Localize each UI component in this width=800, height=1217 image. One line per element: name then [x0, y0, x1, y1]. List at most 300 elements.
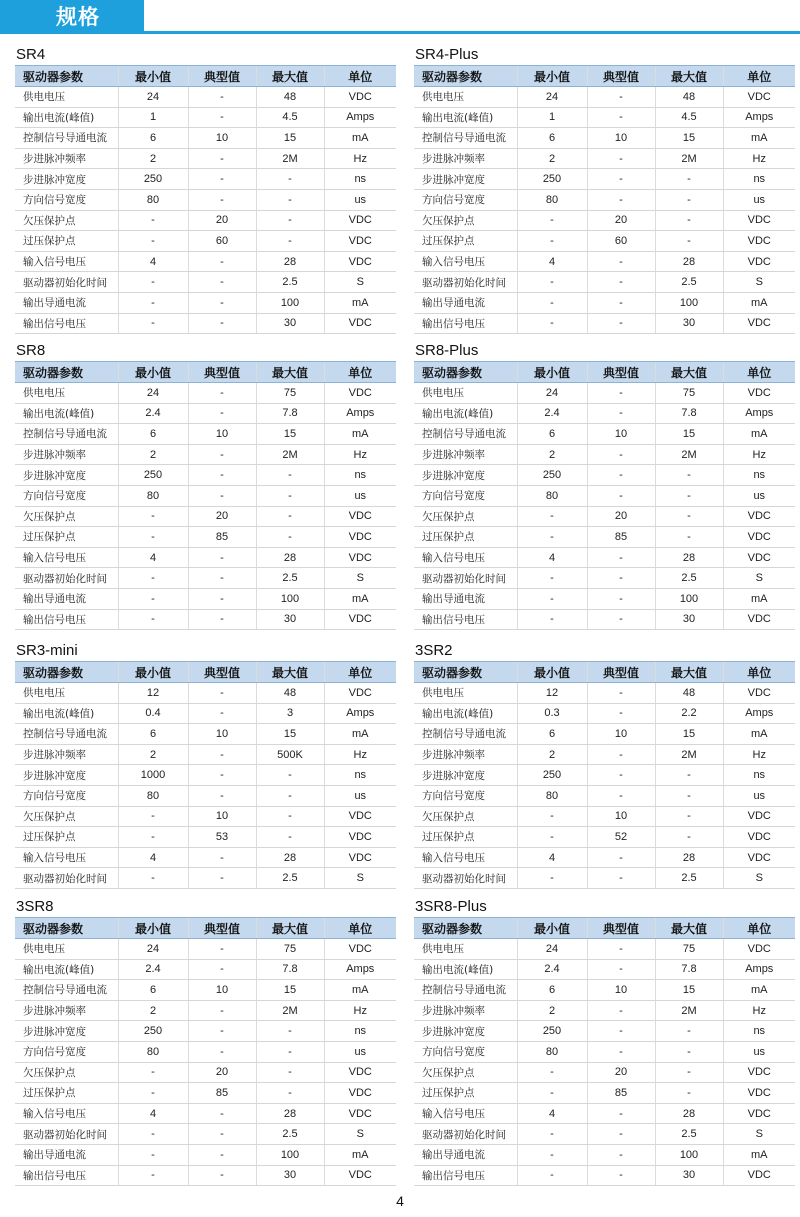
table-row [414, 189, 795, 210]
cell-max: 48 [655, 683, 723, 704]
cell-min: 24 [118, 383, 188, 404]
cell-max: 28 [655, 251, 723, 272]
column-header-max: 最大值 [256, 918, 324, 939]
cell-min: 250 [517, 1021, 587, 1042]
cell-parameter: 输出电流(峰值) [15, 959, 118, 980]
cell-parameter: 输出信号电压 [15, 313, 118, 334]
cell-max: 500K [256, 744, 324, 765]
cell-parameter: 方向信号宽度 [15, 1041, 118, 1062]
cell-unit: Amps [324, 959, 396, 980]
cell-max: 2.5 [655, 868, 723, 889]
table-row [414, 87, 795, 108]
cell-parameter: 驱动器初始化时间 [414, 272, 517, 293]
cell-max: 75 [256, 383, 324, 404]
cell-max: 3 [256, 703, 324, 724]
cell-typical: - [188, 485, 256, 506]
cell-typical: - [188, 272, 256, 293]
table-row [15, 527, 396, 548]
cell-unit: VDC [324, 939, 396, 960]
cell-min: 4 [517, 547, 587, 568]
cell-typical: 85 [587, 1083, 655, 1104]
cell-unit: us [324, 1041, 396, 1062]
cell-min: - [118, 527, 188, 548]
cell-typical: - [587, 189, 655, 210]
cell-max: 2.5 [655, 1124, 723, 1145]
cell-typical: - [587, 313, 655, 334]
cell-min: 6 [517, 128, 587, 149]
cell-max: - [256, 1083, 324, 1104]
cell-min: - [118, 1062, 188, 1083]
cell-min: 2 [118, 744, 188, 765]
table-row [15, 609, 396, 630]
cell-max: 30 [655, 1165, 723, 1186]
cell-parameter: 驱动器初始化时间 [414, 1124, 517, 1145]
cell-min: 4 [118, 251, 188, 272]
cell-min: 6 [118, 128, 188, 149]
cell-parameter: 步进脉冲宽度 [414, 465, 517, 486]
cell-min: 24 [517, 939, 587, 960]
cell-typical: 10 [188, 980, 256, 1001]
table-row [414, 744, 795, 765]
cell-unit: VDC [723, 683, 795, 704]
spec-table-title: SR4-Plus [415, 46, 479, 63]
cell-unit: S [723, 868, 795, 889]
cell-unit: VDC [324, 827, 396, 848]
cell-max: 75 [256, 939, 324, 960]
cell-typical: - [587, 683, 655, 704]
table-row [15, 313, 396, 334]
cell-min: - [517, 210, 587, 231]
cell-max: 7.8 [655, 403, 723, 424]
table-row [414, 547, 795, 568]
cell-min: - [517, 1124, 587, 1145]
cell-typical: - [587, 703, 655, 724]
cell-max: - [256, 1021, 324, 1042]
cell-typical: 10 [188, 724, 256, 745]
cell-unit: mA [723, 1144, 795, 1165]
cell-parameter: 驱动器初始化时间 [15, 272, 118, 293]
cell-min: - [517, 1144, 587, 1165]
cell-typical: - [587, 272, 655, 293]
cell-min: - [517, 568, 587, 589]
cell-min: - [517, 313, 587, 334]
cell-max: - [655, 527, 723, 548]
column-header-min: 最小值 [118, 66, 188, 87]
cell-typical: - [188, 189, 256, 210]
cell-parameter: 输入信号电压 [15, 1103, 118, 1124]
cell-unit: ns [723, 1021, 795, 1042]
cell-min: 2.4 [118, 403, 188, 424]
cell-max: 7.8 [256, 403, 324, 424]
table-row [414, 485, 795, 506]
cell-parameter: 输入信号电压 [414, 547, 517, 568]
cell-typical: - [587, 959, 655, 980]
table-row [15, 169, 396, 190]
cell-typical: - [188, 588, 256, 609]
cell-min: - [118, 588, 188, 609]
column-header-parameter: 驱动器参数 [15, 918, 118, 939]
cell-min: - [118, 1083, 188, 1104]
column-header-min: 最小值 [118, 662, 188, 683]
cell-parameter: 控制信号导通电流 [414, 424, 517, 445]
cell-unit: VDC [324, 506, 396, 527]
column-header-max: 最大值 [655, 918, 723, 939]
column-header-unit: 单位 [723, 362, 795, 383]
cell-parameter: 步进脉冲频率 [15, 744, 118, 765]
cell-min: - [517, 231, 587, 252]
cell-typical: - [587, 765, 655, 786]
cell-unit: VDC [723, 1083, 795, 1104]
cell-unit: ns [723, 465, 795, 486]
table-row [414, 292, 795, 313]
table-header-row [15, 66, 396, 87]
column-header-typical: 典型值 [587, 918, 655, 939]
cell-parameter: 方向信号宽度 [15, 785, 118, 806]
spec-table-title: SR8-Plus [415, 342, 479, 359]
cell-unit: mA [324, 588, 396, 609]
table-row [15, 403, 396, 424]
table-header-row [414, 362, 795, 383]
cell-max: 15 [655, 980, 723, 1001]
table-row [15, 806, 396, 827]
table-row [15, 1041, 396, 1062]
cell-typical: - [587, 148, 655, 169]
table-row [414, 847, 795, 868]
cell-typical: 85 [188, 527, 256, 548]
cell-unit: VDC [324, 1083, 396, 1104]
cell-typical: - [587, 383, 655, 404]
cell-min: 12 [118, 683, 188, 704]
cell-min: 80 [118, 785, 188, 806]
table-row [414, 527, 795, 548]
table-row [414, 313, 795, 334]
cell-parameter: 供电电压 [15, 383, 118, 404]
cell-min: 80 [118, 1041, 188, 1062]
cell-typical: - [587, 1103, 655, 1124]
cell-typical: - [587, 107, 655, 128]
cell-max: 28 [256, 547, 324, 568]
table-row [15, 383, 396, 404]
cell-max: 28 [256, 1103, 324, 1124]
cell-max: - [655, 1041, 723, 1062]
cell-min: 2.4 [118, 959, 188, 980]
cell-unit: mA [723, 292, 795, 313]
column-header-unit: 单位 [324, 662, 396, 683]
cell-parameter: 欠压保护点 [414, 1062, 517, 1083]
cell-max: 28 [655, 1103, 723, 1124]
cell-parameter: 欠压保护点 [15, 806, 118, 827]
column-header-max: 最大值 [256, 66, 324, 87]
cell-parameter: 输出电流(峰值) [414, 959, 517, 980]
cell-unit: VDC [723, 847, 795, 868]
cell-typical: - [188, 1021, 256, 1042]
cell-typical: 20 [587, 1062, 655, 1083]
table-row [15, 939, 396, 960]
cell-unit: VDC [324, 210, 396, 231]
table-row [414, 1144, 795, 1165]
cell-max: 2.5 [256, 868, 324, 889]
cell-min: 80 [517, 785, 587, 806]
cell-max: - [655, 765, 723, 786]
table-header-row [414, 918, 795, 939]
cell-typical: - [587, 609, 655, 630]
cell-typical: - [587, 744, 655, 765]
cell-max: 15 [655, 424, 723, 445]
cell-unit: VDC [723, 383, 795, 404]
cell-unit: Amps [324, 703, 396, 724]
cell-max: 15 [256, 980, 324, 1001]
cell-typical: - [587, 547, 655, 568]
cell-parameter: 输出信号电压 [414, 1165, 517, 1186]
column-header-min: 最小值 [118, 362, 188, 383]
cell-max: - [256, 785, 324, 806]
cell-min: - [517, 868, 587, 889]
cell-unit: VDC [324, 1165, 396, 1186]
section-header-tab [0, 0, 144, 34]
cell-unit: Amps [324, 403, 396, 424]
cell-min: - [517, 1083, 587, 1104]
table-row [15, 547, 396, 568]
cell-parameter: 欠压保护点 [15, 506, 118, 527]
cell-parameter: 步进脉冲宽度 [15, 1021, 118, 1042]
table-row [15, 210, 396, 231]
cell-parameter: 供电电压 [15, 87, 118, 108]
cell-min: 24 [517, 87, 587, 108]
cell-unit: mA [723, 588, 795, 609]
table-row [15, 424, 396, 445]
cell-typical: 20 [188, 506, 256, 527]
cell-max: 2.5 [655, 272, 723, 293]
cell-min: 4 [517, 251, 587, 272]
column-header-typical: 典型值 [188, 66, 256, 87]
cell-parameter: 输出信号电压 [414, 313, 517, 334]
cell-typical: - [587, 1165, 655, 1186]
cell-min: - [118, 231, 188, 252]
cell-parameter: 驱动器初始化时间 [414, 568, 517, 589]
cell-max: - [256, 506, 324, 527]
cell-typical: - [587, 87, 655, 108]
cell-typical: - [188, 744, 256, 765]
cell-parameter: 过压保护点 [414, 527, 517, 548]
cell-unit: us [324, 189, 396, 210]
cell-min: - [118, 272, 188, 293]
cell-unit: Hz [723, 148, 795, 169]
cell-typical: - [188, 1165, 256, 1186]
table-row [15, 107, 396, 128]
table-row [15, 465, 396, 486]
cell-typical: - [188, 1041, 256, 1062]
table-row [15, 744, 396, 765]
cell-typical: - [188, 959, 256, 980]
table-row [414, 148, 795, 169]
cell-unit: S [324, 1124, 396, 1145]
cell-typical: 85 [587, 527, 655, 548]
cell-max: 2M [655, 1000, 723, 1021]
cell-unit: mA [324, 980, 396, 1001]
spec-block [414, 340, 795, 630]
table-row [15, 765, 396, 786]
cell-parameter: 输出信号电压 [15, 1165, 118, 1186]
cell-parameter: 输出电流(峰值) [414, 403, 517, 424]
cell-max: 15 [256, 724, 324, 745]
cell-min: 4 [517, 1103, 587, 1124]
spec-table-title: SR4 [16, 46, 46, 63]
table-row [414, 1041, 795, 1062]
cell-max: 100 [256, 292, 324, 313]
cell-max: 28 [655, 847, 723, 868]
cell-parameter: 输入信号电压 [15, 547, 118, 568]
cell-max: - [256, 806, 324, 827]
cell-typical: - [188, 1124, 256, 1145]
cell-unit: VDC [723, 231, 795, 252]
column-header-unit: 单位 [723, 66, 795, 87]
spec-block [15, 340, 396, 630]
cell-unit: VDC [324, 527, 396, 548]
table-row [414, 383, 795, 404]
table-row [414, 169, 795, 190]
cell-typical: - [188, 847, 256, 868]
cell-unit: S [324, 272, 396, 293]
cell-unit: Hz [723, 744, 795, 765]
cell-max: - [655, 785, 723, 806]
cell-parameter: 供电电压 [15, 683, 118, 704]
cell-unit: us [723, 189, 795, 210]
cell-parameter: 输入信号电压 [414, 251, 517, 272]
cell-unit: mA [324, 424, 396, 445]
cell-parameter: 输入信号电压 [414, 1103, 517, 1124]
table-header-row [414, 66, 795, 87]
column-header-unit: 单位 [324, 918, 396, 939]
table-row [414, 806, 795, 827]
table-row [15, 1144, 396, 1165]
cell-parameter: 过压保护点 [414, 231, 517, 252]
cell-max: - [655, 210, 723, 231]
spec-block [15, 44, 396, 334]
cell-typical: 85 [188, 1083, 256, 1104]
cell-max: - [256, 189, 324, 210]
cell-max: - [655, 189, 723, 210]
table-row [15, 868, 396, 889]
cell-parameter: 供电电压 [414, 683, 517, 704]
table-row [414, 403, 795, 424]
cell-parameter: 欠压保护点 [414, 210, 517, 231]
table-row [414, 868, 795, 889]
cell-unit: VDC [324, 1062, 396, 1083]
cell-typical: 10 [587, 128, 655, 149]
cell-parameter: 供电电压 [15, 939, 118, 960]
cell-min: - [517, 609, 587, 630]
cell-parameter: 步进脉冲频率 [15, 1000, 118, 1021]
cell-max: 2.5 [256, 272, 324, 293]
cell-typical: 60 [587, 231, 655, 252]
cell-unit: ns [324, 465, 396, 486]
cell-unit: VDC [723, 547, 795, 568]
cell-min: 4 [517, 847, 587, 868]
table-header-row [15, 362, 396, 383]
page-number: 4 [396, 1193, 404, 1209]
table-row [414, 424, 795, 445]
column-header-parameter: 驱动器参数 [15, 66, 118, 87]
cell-max: 2M [655, 744, 723, 765]
cell-parameter: 输出电流(峰值) [15, 107, 118, 128]
spec-table [15, 65, 396, 334]
table-header-row [15, 662, 396, 683]
column-header-parameter: 驱动器参数 [414, 66, 517, 87]
cell-unit: VDC [324, 87, 396, 108]
cell-max: 75 [655, 383, 723, 404]
table-row [414, 1083, 795, 1104]
cell-parameter: 步进脉冲宽度 [15, 765, 118, 786]
cell-unit: VDC [324, 231, 396, 252]
cell-parameter: 方向信号宽度 [15, 189, 118, 210]
cell-typical: 20 [188, 210, 256, 231]
table-row [15, 588, 396, 609]
cell-max: 48 [256, 87, 324, 108]
column-header-min: 最小值 [517, 662, 587, 683]
column-header-min: 最小值 [517, 362, 587, 383]
cell-typical: - [587, 568, 655, 589]
spec-table [15, 661, 396, 889]
cell-min: 1 [517, 107, 587, 128]
table-row [414, 959, 795, 980]
spec-table-title: 3SR8-Plus [415, 898, 487, 915]
cell-max: 2.2 [655, 703, 723, 724]
cell-max: - [655, 506, 723, 527]
cell-parameter: 输入信号电压 [15, 847, 118, 868]
column-header-parameter: 驱动器参数 [414, 662, 517, 683]
spec-table-title: 3SR8 [16, 898, 54, 915]
cell-unit: S [324, 568, 396, 589]
cell-min: 4 [118, 1103, 188, 1124]
cell-unit: mA [723, 424, 795, 445]
cell-min: - [517, 827, 587, 848]
table-row [414, 1103, 795, 1124]
table-row [15, 444, 396, 465]
table-row [15, 128, 396, 149]
cell-typical: - [188, 547, 256, 568]
section-header [0, 0, 800, 34]
cell-max: 28 [256, 251, 324, 272]
cell-max: - [655, 169, 723, 190]
cell-unit: us [723, 785, 795, 806]
cell-max: 15 [256, 424, 324, 445]
cell-typical: - [587, 1000, 655, 1021]
table-row [414, 107, 795, 128]
cell-typical: 20 [188, 1062, 256, 1083]
cell-unit: Hz [324, 1000, 396, 1021]
cell-parameter: 步进脉冲宽度 [15, 465, 118, 486]
cell-max: 2M [655, 444, 723, 465]
column-header-unit: 单位 [723, 662, 795, 683]
cell-typical: - [188, 868, 256, 889]
table-row [414, 1000, 795, 1021]
cell-parameter: 输出导通电流 [15, 292, 118, 313]
spec-table-title: SR3-mini [16, 642, 78, 659]
cell-parameter: 输出电流(峰值) [414, 107, 517, 128]
cell-parameter: 驱动器初始化时间 [15, 1124, 118, 1145]
cell-max: - [655, 1083, 723, 1104]
table-row [414, 465, 795, 486]
cell-unit: VDC [723, 806, 795, 827]
table-row [15, 827, 396, 848]
column-header-unit: 单位 [723, 918, 795, 939]
cell-parameter: 输出导通电流 [414, 292, 517, 313]
cell-min: 250 [118, 169, 188, 190]
table-row [15, 959, 396, 980]
cell-min: 250 [517, 765, 587, 786]
cell-unit: Amps [723, 703, 795, 724]
column-header-parameter: 驱动器参数 [15, 362, 118, 383]
